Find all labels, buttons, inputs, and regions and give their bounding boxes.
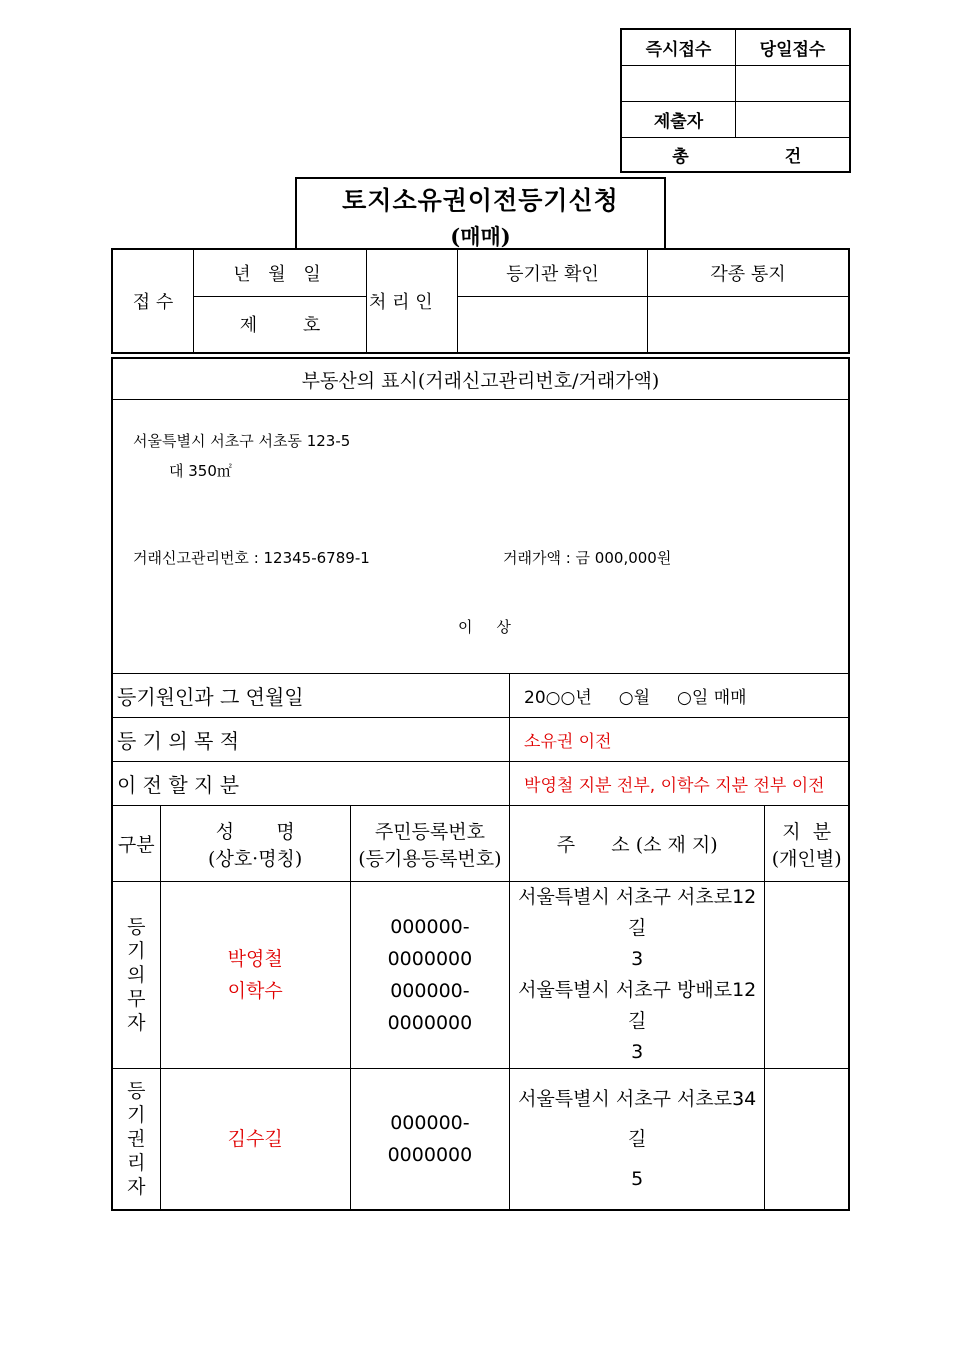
immediate-receipt-cell <box>621 65 736 101</box>
obligor-name: 이학수 <box>227 980 283 1002</box>
obligor-names <box>160 882 350 1069</box>
obligee-addresses <box>510 1069 765 1210</box>
property-report-number: 거래신고관리번호 : 12345-6789-1 <box>133 549 370 567</box>
obligee-id: 000000-0000000 <box>350 1069 509 1210</box>
form-subtitle: (매매) <box>450 224 511 249</box>
count-unit-label: 건 <box>784 146 802 167</box>
obligor-address-line: 서울특별시 서초구 서초로12길 <box>518 886 757 939</box>
obligee-label-char: 권 <box>127 1127 146 1150</box>
obligor-label-char: 등 <box>127 916 146 938</box>
share-label: 이 전 할 지 분 <box>112 762 510 806</box>
obligor-label-char: 기 <box>127 940 146 962</box>
obligee-name: 김수길 <box>160 1069 350 1210</box>
reception-label: 접 수 <box>112 249 194 353</box>
obligee-address-line: 5 <box>631 1167 644 1190</box>
form-title: 토지소유권이전등기신청 <box>342 186 619 215</box>
obligee-label-char: 자 <box>127 1175 146 1198</box>
property-header: 부동산의 표시(거래신고관리번호/거래가액) <box>112 358 849 400</box>
share-value: 박영철 지분 전부, 이학수 지분 전부 이전 <box>510 762 849 806</box>
reception-table <box>111 248 850 353</box>
col-share-line2: (개인별) <box>771 847 842 870</box>
obligor-addresses <box>510 882 765 1069</box>
notices-label: 각종 통지 <box>648 249 850 296</box>
purpose-label: 등 기 의 목 적 <box>112 718 510 762</box>
notices-cell <box>648 296 850 353</box>
obligor-label-char: 무 <box>127 988 146 1010</box>
sameday-receipt-label: 당일접수 <box>736 29 851 65</box>
col-name-line1: 성 명 <box>215 820 295 843</box>
total-count-cell <box>621 137 850 172</box>
property-address: 서울특별시 서초구 서초동 123-5 <box>133 432 351 450</box>
obligor-label-char: 자 <box>127 1012 146 1034</box>
obligor-id: 000000-0000000 <box>387 980 473 1034</box>
immediate-receipt-label: 즉시접수 <box>621 29 736 65</box>
property-description <box>112 400 849 674</box>
reception-date-field: 년 월 일 <box>194 249 367 296</box>
submitter-cell <box>736 101 851 137</box>
main-form-table <box>111 357 850 1198</box>
obligee-label-char: 기 <box>127 1103 146 1126</box>
obligee-address-line: 서울특별시 서초구 서초로34길 <box>518 1087 757 1150</box>
obligor-share <box>765 882 849 1069</box>
obligor-id: 000000-0000000 <box>387 916 473 970</box>
obligor-address-line: 서울특별시 서초구 방배로12길 <box>518 979 757 1032</box>
receipt-box <box>620 28 851 171</box>
officer-check-cell <box>458 296 648 353</box>
col-id-line1: 주민등록번호 <box>374 820 485 843</box>
obligor-ids <box>350 882 509 1069</box>
obligor-address-line: 3 <box>631 948 644 970</box>
submitter-label: 제출자 <box>621 101 736 137</box>
property-price: 거래가액 : 금 000,000원 <box>503 549 672 567</box>
cause-value: 20○○년 ○월 ○일 매매 <box>510 674 849 718</box>
obligee-label <box>112 1069 160 1210</box>
form-title-box <box>295 177 666 249</box>
obligee-label-char: 리 <box>127 1151 146 1174</box>
obligee-share <box>765 1069 849 1210</box>
col-id-line2: (등기용등록번호) <box>358 847 502 870</box>
col-id <box>350 806 509 882</box>
col-name <box>160 806 350 882</box>
sameday-receipt-cell <box>736 65 851 101</box>
reception-number-field: 제 호 <box>194 296 367 353</box>
col-address: 주 소 (소 재 지) <box>510 806 765 882</box>
officer-check-label: 등기관 확인 <box>458 249 648 296</box>
col-category: 구분 <box>112 806 160 882</box>
col-name-line2: (상호·명칭) <box>208 847 303 870</box>
obligee-label-char: 등 <box>127 1079 146 1102</box>
obligor-address-line: 3 <box>631 1041 644 1063</box>
cause-label: 등기원인과 그 연월일 <box>112 674 510 718</box>
purpose-value: 소유권 이전 <box>510 718 849 762</box>
obligor-label-char: 의 <box>127 964 146 986</box>
col-share <box>765 806 849 882</box>
total-label: 총 <box>672 146 689 167</box>
property-end-marker: 이 상 <box>458 618 511 636</box>
obligor-label <box>112 882 160 1069</box>
col-share-line1: 지 분 <box>782 820 832 843</box>
obligor-name: 박영철 <box>227 948 283 970</box>
property-land: 대 350㎡ <box>169 462 232 480</box>
processor-label: 처 리 인 <box>367 249 458 353</box>
